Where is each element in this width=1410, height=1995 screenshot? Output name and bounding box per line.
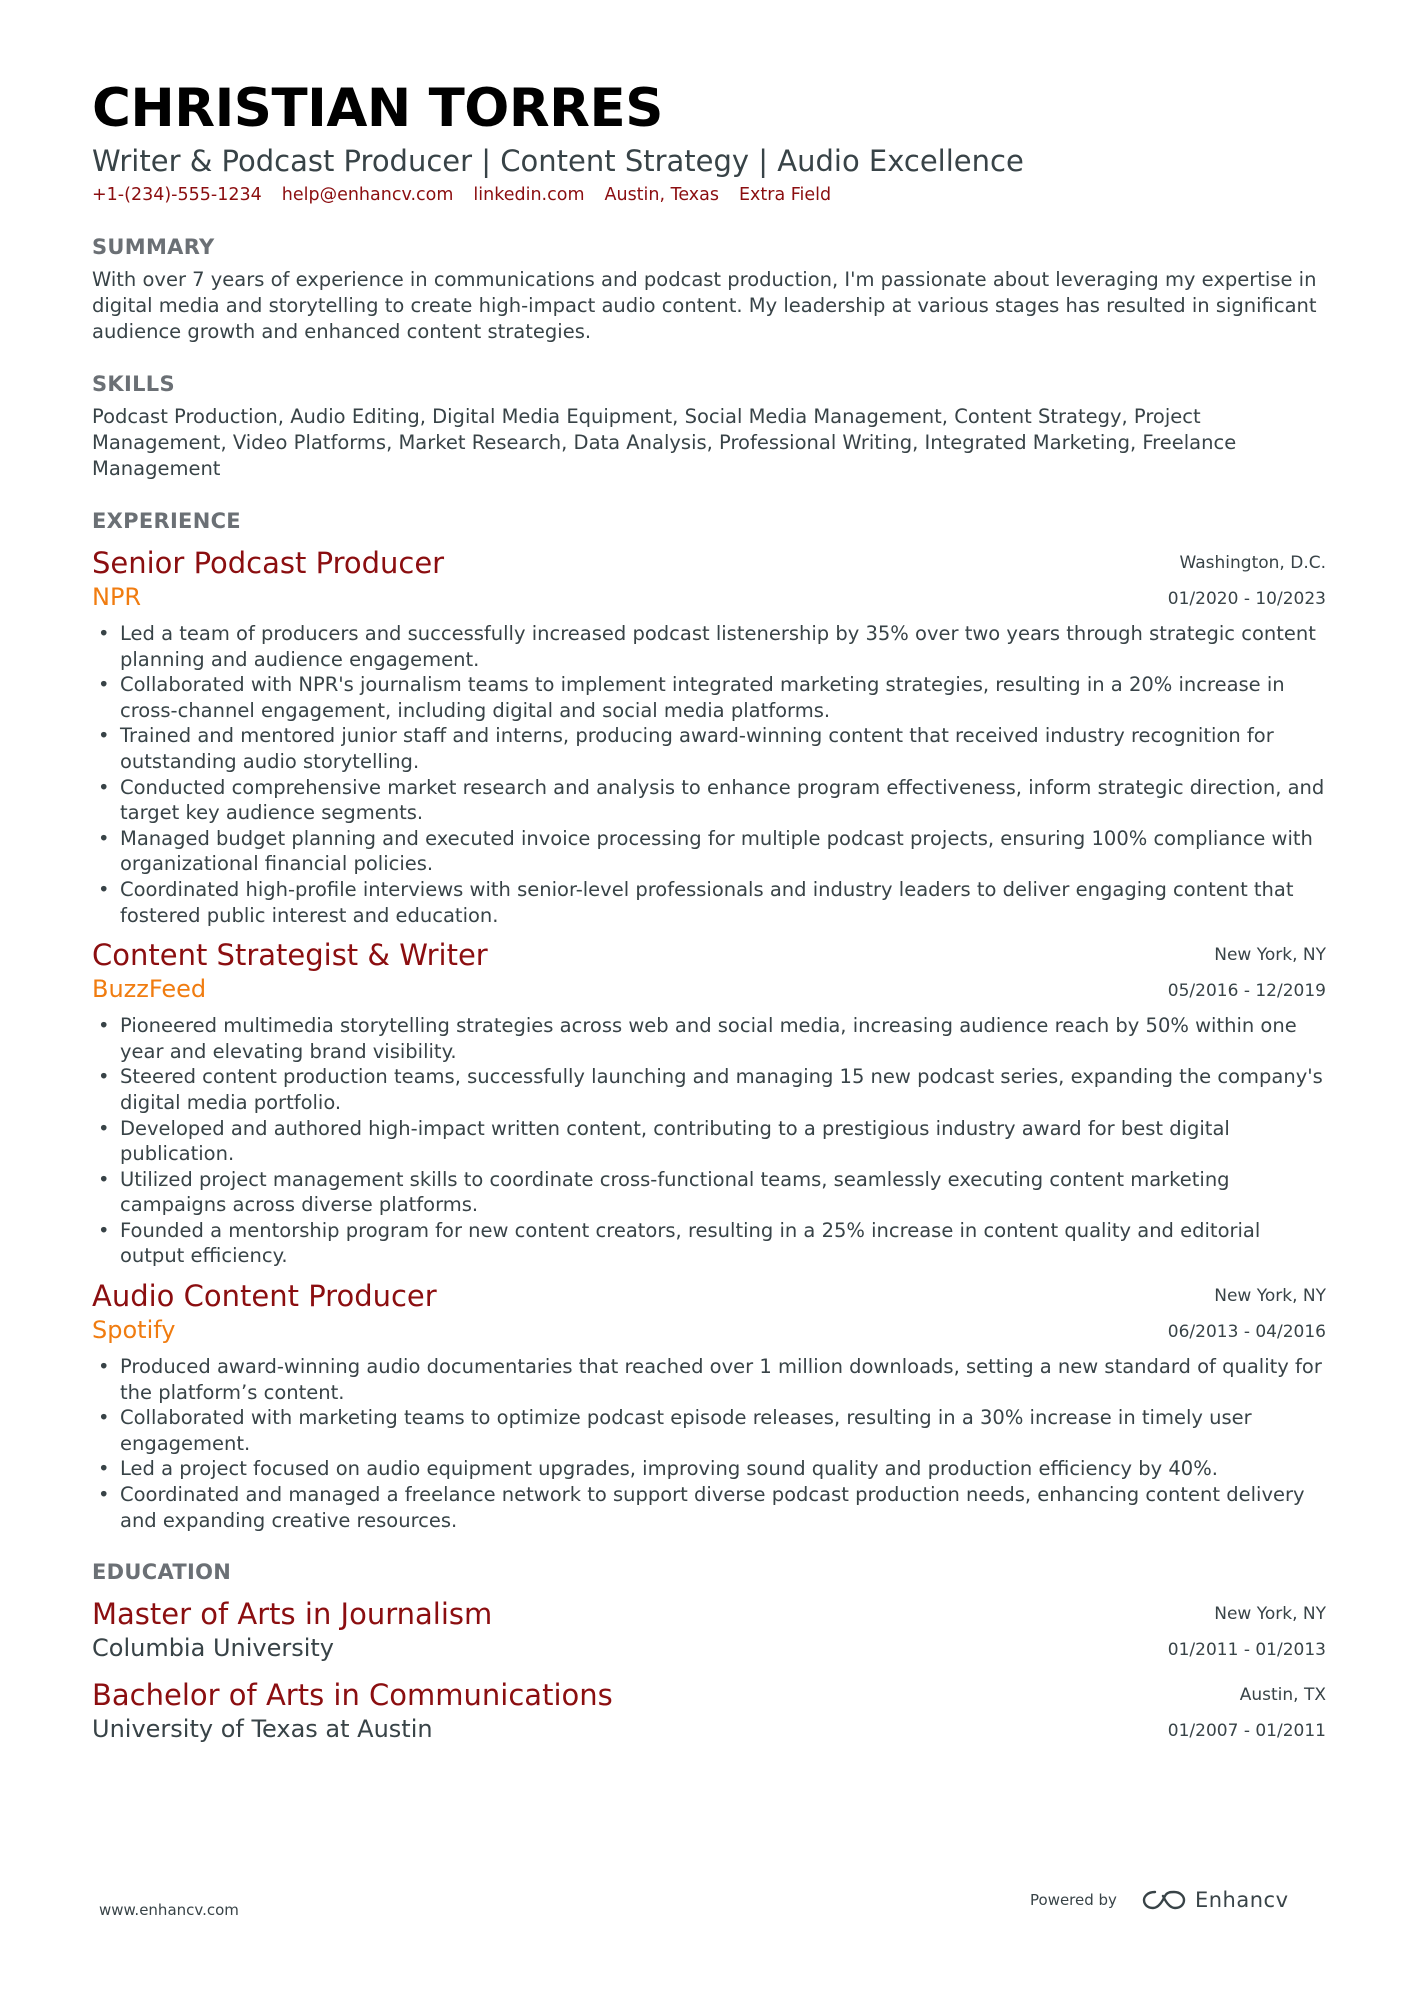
bullet-item: • Trained and mentored junior staff and interns, producing award-winning content that received industry recognition for outstanding audio storytelling. [92, 723, 1326, 774]
job-company: NPR [92, 583, 142, 611]
resume-page [92, 78, 1326, 1749]
summary-text: With over 7 years of experience in communications and podcast production, I'm passionate about leveraging my expertise in digital media and storytelling to create high-impact audio content. My leadership at various stages has resulted in significant audience growth and enhanced content strategies. [92, 268, 1317, 343]
footer-branding [1030, 1888, 1289, 1912]
job-bullets [92, 1013, 1326, 1269]
job-dates: 01/2020 - 10/2023 [1167, 589, 1326, 609]
job-entry [92, 544, 1326, 928]
education-entry [92, 1595, 1326, 1668]
job-dates: 06/2013 - 04/2016 [1167, 1322, 1326, 1343]
enhancv-logo[interactable] [1141, 1888, 1289, 1912]
skills-title: SKILLS [92, 372, 175, 396]
enhancv-brand-name: Enhancv [1194, 1888, 1289, 1912]
summary-title: SUMMARY [92, 235, 215, 259]
powered-by-label: Powered by [1030, 1891, 1117, 1909]
bullet-item: • Produced award-winning audio documentaries that reached over 1 million downloads, setting a new standard of quality for the platform’s content. [92, 1354, 1326, 1405]
job-location: New York, NY [1214, 1286, 1326, 1307]
skills-text: Podcast Production, Audio Editing, Digital Media Equipment, Social Media Management, Content Strategy, Project Management, Video Platforms, Market Research, Data Analysis, Professional Writing, Integrated Marketing, Freelance Management [92, 405, 1237, 480]
job-company: BuzzFeed [92, 975, 207, 1004]
bullet-item: • Led a project focused on audio equipment upgrades, improving sound quality and production efficiency by 40%. [92, 1456, 1326, 1482]
job-dates: 05/2016 - 12/2019 [1167, 981, 1326, 1002]
contact-location: Austin, Texas [604, 185, 719, 205]
job-title: Audio Content Producer [92, 1279, 437, 1314]
education-school: University of Texas at Austin [92, 1715, 433, 1744]
footer-website[interactable]: www.enhancv.com [99, 1901, 239, 1919]
bullet-item: • Collaborated with NPR's journalism teams to implement integrated marketing strategies, resulting in a 20% increase in cross-channel engagement, including digital and social media platforms. [92, 672, 1326, 723]
job-entry [92, 1277, 1326, 1533]
headline: Writer & Podcast Producer | Content Strategy | Audio Excellence [92, 144, 1024, 178]
bullet-item: • Developed and authored high-impact written content, contributing to a prestigious industry award for best digital publication. [92, 1116, 1326, 1167]
bullet-item: • Coordinated and managed a freelance network to support diverse podcast production needs, enhancing content delivery and expanding creative resources. [92, 1482, 1326, 1533]
education-location: New York, NY [1214, 1604, 1326, 1625]
job-title: Senior Podcast Producer [92, 546, 445, 580]
job-title: Content Strategist & Writer [92, 938, 488, 973]
bullet-item: • Founded a mentorship program for new content creators, resulting in a 25% increase in content quality and editorial output efficiency. [92, 1218, 1326, 1269]
education-dates: 01/2011 - 01/2013 [1167, 1640, 1326, 1661]
contact-row [92, 182, 1326, 208]
education-degree: Bachelor of Arts in Communications [92, 1678, 613, 1713]
bullet-item: • Pioneered multimedia storytelling strategies across web and social media, increasing audience reach by 50% within one year and elevating brand visibility. [92, 1013, 1326, 1064]
bullet-item: • Managed budget planning and executed invoice processing for multiple podcast projects, ensuring 100% compliance with organizational financial policies. [92, 826, 1326, 877]
job-bullets [92, 1354, 1326, 1533]
job-location: New York, NY [1214, 945, 1326, 966]
job-company: Spotify [92, 1316, 176, 1345]
job-bullets [92, 621, 1326, 928]
job-entry [92, 936, 1326, 1269]
candidate-name: CHRISTIAN TORRES [92, 78, 663, 139]
contact-phone[interactable]: +1-(234)-555-1234 [92, 185, 262, 205]
contact-extra: Extra Field [739, 185, 832, 205]
bullet-item: • Coordinated high-profile interviews with senior-level professionals and industry leaders to deliver engaging content that fostered public interest and education. [92, 877, 1326, 928]
contact-email[interactable]: help@enhancv.com [281, 185, 454, 205]
experience-title: EXPERIENCE [92, 509, 241, 533]
enhancv-logo-icon [1141, 1888, 1187, 1912]
bullet-item: • Collaborated with marketing teams to optimize podcast episode releases, resulting in a 30% increase in timely user engagement. [92, 1405, 1326, 1456]
education-location: Austin, TX [1239, 1685, 1326, 1706]
education-title: EDUCATION [92, 1560, 232, 1585]
bullet-item: • Conducted comprehensive market research and analysis to enhance program effectiveness, inform strategic direction, and target key audience segments. [92, 775, 1326, 826]
contact-linkedin[interactable]: linkedin.com [473, 185, 585, 205]
education-entry [92, 1676, 1326, 1749]
bullet-item: • Steered content production teams, successfully launching and managing 15 new podcast series, expanding the company's digital media portfolio. [92, 1064, 1326, 1115]
education-degree: Master of Arts in Journalism [92, 1597, 493, 1632]
education-school: Columbia University [92, 1634, 335, 1663]
bullet-item: • Led a team of producers and successfully increased podcast listenership by 35% over two years through strategic content planning and audience engagement. [92, 621, 1326, 672]
bullet-item: • Utilized project management skills to coordinate cross-functional teams, seamlessly executing content marketing campaigns across diverse platforms. [92, 1167, 1326, 1218]
education-dates: 01/2007 - 01/2011 [1167, 1721, 1326, 1742]
job-location: Washington, D.C. [1179, 553, 1326, 573]
